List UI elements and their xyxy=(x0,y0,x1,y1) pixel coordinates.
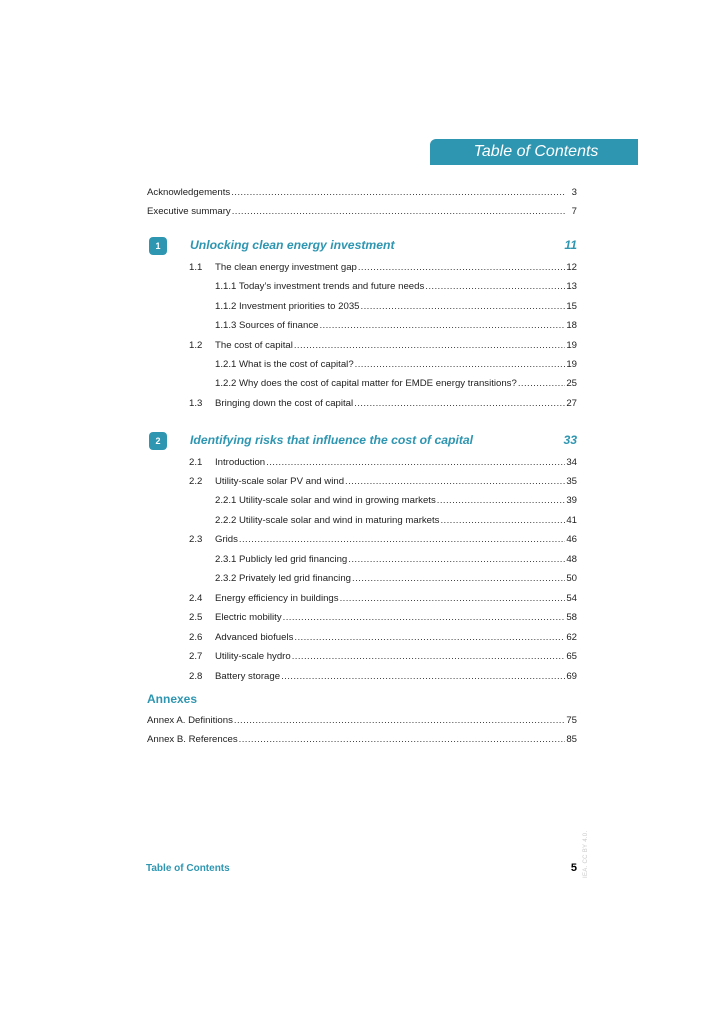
leader-dots xyxy=(361,301,566,313)
toc-entry-label: 1.2.1 What is the cost of capital? xyxy=(215,359,354,370)
leader-dots xyxy=(354,398,565,410)
toc-entry-page: 50 xyxy=(566,573,577,584)
toc-entry-label: Electric mobility xyxy=(215,612,282,623)
leader-dots xyxy=(239,734,566,746)
toc-entry[interactable] xyxy=(215,301,577,313)
chapter-1-page: 11 xyxy=(564,238,577,252)
toc-entry-page: 48 xyxy=(566,554,577,565)
leader-dots xyxy=(266,457,565,469)
toc-entry-page: 15 xyxy=(566,301,577,312)
toc-entry-label: 1.1.3 Sources of finance xyxy=(215,320,319,331)
leader-dots xyxy=(294,632,565,644)
toc-entry-number: 2.5 xyxy=(189,612,203,623)
toc-entry-label: Grids xyxy=(215,534,238,545)
chapter-2-title[interactable]: Identifying risks that influence the cost of capital xyxy=(190,433,474,447)
toc-entry-annex-b[interactable] xyxy=(147,734,577,746)
leader-dots xyxy=(283,612,566,624)
footer-page-number: 5 xyxy=(570,862,577,874)
toc-entry[interactable] xyxy=(189,340,577,352)
toc-entry[interactable] xyxy=(189,457,577,469)
toc-entry[interactable] xyxy=(189,534,577,546)
toc-entry[interactable] xyxy=(215,320,577,332)
toc-entry-page: 34 xyxy=(566,457,577,468)
leader-dots xyxy=(281,671,565,683)
toc-entry-number: 2.7 xyxy=(189,651,203,662)
toc-entry-label: Advanced biofuels xyxy=(215,632,294,643)
license-watermark: IEA. CC BY 4.0. xyxy=(583,830,589,878)
toc-entry-page: 54 xyxy=(566,593,577,604)
toc-entry-label: 2.2.2 Utility-scale solar and wind in maturing markets xyxy=(215,515,440,526)
toc-entry-number: 2.6 xyxy=(189,632,203,643)
toc-entry[interactable] xyxy=(215,573,577,585)
toc-entry[interactable] xyxy=(189,593,577,605)
toc-entry-page: 41 xyxy=(566,515,577,526)
toc-entry-label: 2.3.1 Publicly led grid financing xyxy=(215,554,348,565)
toc-entry-page: 19 xyxy=(566,359,577,370)
toc-entry-label: Energy efficiency in buildings xyxy=(215,593,339,604)
toc-entry[interactable] xyxy=(189,476,577,488)
chapter-number-badge: 1 xyxy=(149,237,167,255)
toc-entry-label: 2.2.1 Utility-scale solar and wind in growing markets xyxy=(215,495,436,506)
toc-entry-label: 2.3.2 Privately led grid financing xyxy=(215,573,351,584)
toc-entry-page: 12 xyxy=(566,262,577,273)
toc-entry-number: 1.3 xyxy=(189,398,203,409)
toc-entry-page: 27 xyxy=(566,398,577,409)
footer-section-label: Table of Contents xyxy=(146,863,230,874)
leader-dots xyxy=(292,651,566,663)
toc-entry-page: 3 xyxy=(571,187,577,198)
toc-entry-label: Utility-scale hydro xyxy=(215,651,291,662)
toc-entry-annex-a[interactable] xyxy=(147,715,577,727)
toc-entry[interactable] xyxy=(189,632,577,644)
toc-entry-number: 1.1 xyxy=(189,262,203,273)
toc-entry-label: Annex B. References xyxy=(147,734,238,745)
leader-dots xyxy=(518,378,566,390)
toc-entry-label: Utility-scale solar PV and wind xyxy=(215,476,345,487)
toc-entry-page: 18 xyxy=(566,320,577,331)
leader-dots xyxy=(340,593,566,605)
toc-entry[interactable] xyxy=(215,515,577,527)
leader-dots xyxy=(425,281,565,293)
toc-entry-number: 2.3 xyxy=(189,534,203,545)
toc-entry-page: 62 xyxy=(566,632,577,643)
toc-entry-label: The clean energy investment gap xyxy=(215,262,357,273)
toc-entry-page: 35 xyxy=(566,476,577,487)
annexes-heading: Annexes xyxy=(147,692,198,706)
leader-dots xyxy=(294,340,565,352)
toc-entry-page: 39 xyxy=(566,495,577,506)
leader-dots xyxy=(348,554,565,566)
toc-entry-page: 75 xyxy=(566,715,577,726)
toc-entry[interactable] xyxy=(189,398,577,410)
toc-entry-label: Acknowledgements xyxy=(147,187,231,198)
toc-entry-acknowledgements[interactable] xyxy=(147,187,577,199)
leader-dots xyxy=(345,476,565,488)
toc-entry[interactable] xyxy=(215,378,577,390)
chapter-number-badge: 2 xyxy=(149,432,167,450)
leader-dots xyxy=(234,715,565,727)
leader-dots xyxy=(355,359,566,371)
toc-entry-label: Executive summary xyxy=(147,206,231,217)
toc-entry-number: 2.2 xyxy=(189,476,203,487)
toc-entry-page: 7 xyxy=(571,206,577,217)
toc-entry-label: Battery storage xyxy=(215,671,281,682)
toc-entry[interactable] xyxy=(215,554,577,566)
toc-entry[interactable] xyxy=(189,651,577,663)
toc-entry-number: 2.1 xyxy=(189,457,203,468)
toc-entry-number: 2.4 xyxy=(189,593,203,604)
toc-entry-page: 85 xyxy=(566,734,577,745)
leader-dots xyxy=(231,187,566,199)
toc-entry-number: 2.8 xyxy=(189,671,203,682)
chapter-2-page: 33 xyxy=(563,433,577,447)
header-title: Table of Contents xyxy=(473,143,599,160)
toc-entry-label: Bringing down the cost of capital xyxy=(215,398,354,409)
toc-entry-executive-summary[interactable] xyxy=(147,206,577,218)
toc-entry-number: 1.2 xyxy=(189,340,203,351)
toc-entry-page: 65 xyxy=(566,651,577,662)
toc-entry-label: The cost of capital xyxy=(215,340,293,351)
toc-entry[interactable] xyxy=(189,612,577,624)
leader-dots xyxy=(239,534,565,546)
toc-entry-label: 1.2.2 Why does the cost of capital matter for EMDE energy transitions? xyxy=(215,378,517,389)
toc-entry-label: 1.1.2 Investment priorities to 2035 xyxy=(215,301,360,312)
toc-entry-label: 1.1.1 Today’s investment trends and future needs xyxy=(215,281,425,292)
toc-entry[interactable] xyxy=(215,281,577,293)
leader-dots xyxy=(358,262,565,274)
header-title-tab xyxy=(430,139,638,165)
leader-dots xyxy=(440,515,565,527)
chapter-1-title[interactable]: Unlocking clean energy investment xyxy=(190,238,395,252)
toc-entry-page: 58 xyxy=(566,612,577,623)
leader-dots xyxy=(437,495,566,507)
toc-entry-page: 19 xyxy=(566,340,577,351)
toc-entry-page: 69 xyxy=(566,671,577,682)
toc-entry[interactable] xyxy=(189,262,577,274)
leader-dots xyxy=(352,573,565,585)
toc-entry-page: 46 xyxy=(566,534,577,545)
toc-entry[interactable] xyxy=(215,359,577,371)
toc-entry-page: 25 xyxy=(566,378,577,389)
toc-entry-label: Introduction xyxy=(215,457,266,468)
toc-entry[interactable] xyxy=(215,495,577,507)
leader-dots xyxy=(319,320,565,332)
toc-entry-label: Annex A. Definitions xyxy=(147,715,233,726)
leader-dots xyxy=(232,206,566,218)
toc-entry-page: 13 xyxy=(566,281,577,292)
toc-entry[interactable] xyxy=(189,671,577,683)
chapter-2-heading[interactable] xyxy=(149,431,167,451)
chapter-1-heading[interactable] xyxy=(149,236,167,256)
